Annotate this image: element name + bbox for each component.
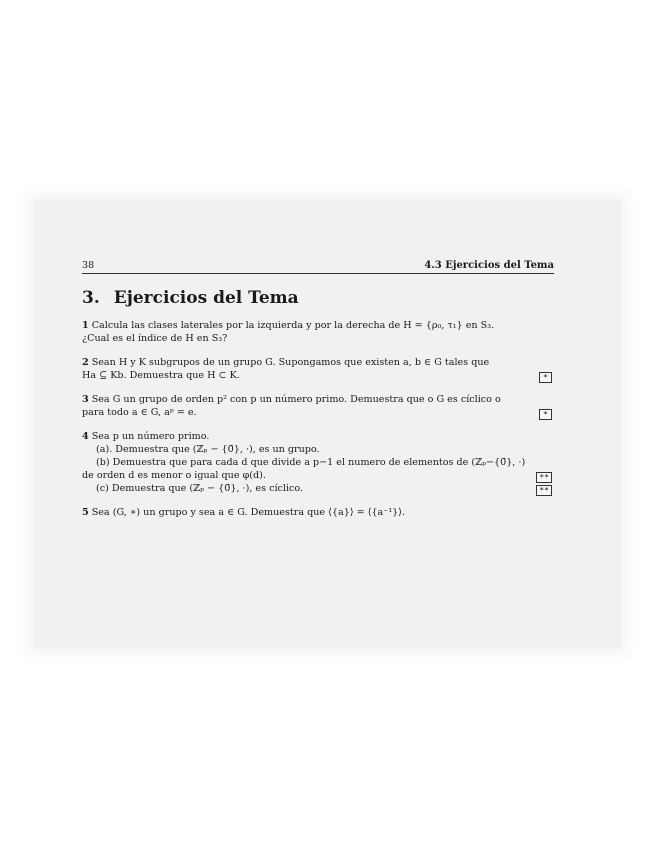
difficulty-badge: * (539, 409, 552, 420)
exercise-3 (82, 393, 554, 419)
section-heading (82, 288, 554, 308)
exercise-1-line-1 (82, 319, 554, 332)
running-header (82, 259, 554, 274)
exercise-text: Sean H y K subgrupos de un grupo G. Supongamos que existen a, b ∈ G tales que (91, 357, 490, 368)
exercise-text: para todo a ∈ G, aᵖ = e. (82, 407, 197, 418)
section-title: Ejercicios del Tema (113, 288, 299, 308)
exercise-text: de orden d es menor o igual que φ(d). (82, 470, 266, 481)
exercise-5 (82, 506, 554, 519)
exercise-1-line-2: ¿Cual es el índice de H en S₃? (82, 333, 228, 344)
exercise-3-line-2 (82, 406, 554, 419)
page-number: 38 (82, 260, 95, 271)
exercise-3-line-1 (82, 393, 554, 406)
exercise-5-line-1 (82, 506, 554, 519)
difficulty-badge: ** (536, 472, 552, 483)
book-page (82, 259, 554, 530)
exercise-4-line-1 (82, 430, 554, 443)
exercise-2 (82, 356, 554, 382)
difficulty-badge: * (539, 372, 552, 383)
exercise-text: Sea (G, ∗) un grupo y sea a ∈ G. Demuestra que ⟨{a}⟩ = ⟨{a⁻¹}⟩. (91, 507, 406, 518)
exercise-4-part-c (82, 482, 554, 495)
exercise-number: 4 (82, 431, 89, 442)
exercise-text: Calcula las clases laterales por la izquierda y por la derecha de H = {ρ₀, τ₁} en S₃. (91, 320, 495, 331)
exercise-4 (82, 430, 554, 495)
exercise-2-line-1 (82, 356, 554, 369)
exercise-number: 5 (82, 507, 89, 518)
exercise-text: Sea G un grupo de orden p² con p un número primo. Demuestra que o G es cíclico o (91, 394, 501, 405)
exercise-1 (82, 319, 554, 345)
difficulty-badge: ** (536, 485, 552, 496)
exercise-text: (c) Demuestra que (ℤₚ − {0̄}, ·), es cíclico. (96, 483, 304, 494)
exercise-number: 3 (82, 394, 89, 405)
exercise-2-line-2 (82, 369, 554, 382)
exercise-text: Ha ⊆ Kb. Demuestra que H ⊂ K. (82, 370, 240, 381)
exercise-4-part-b: (b) Demuestra que para cada d que divide a p−1 el numero de elementos de (ℤₚ−{0̄}, ·) (96, 457, 526, 468)
running-title: 4.3 Ejercicios del Tema (424, 260, 554, 271)
exercise-number: 1 (82, 320, 89, 331)
exercise-4-part-a: (a). Demuestra que (ℤₚ − {0̄}, ·), es un grupo. (96, 444, 320, 455)
exercise-number: 2 (82, 357, 89, 368)
exercise-4-part-b-cont (82, 469, 554, 482)
exercise-text: Sea p un número primo. (91, 431, 210, 442)
section-number: 3. (82, 288, 100, 308)
